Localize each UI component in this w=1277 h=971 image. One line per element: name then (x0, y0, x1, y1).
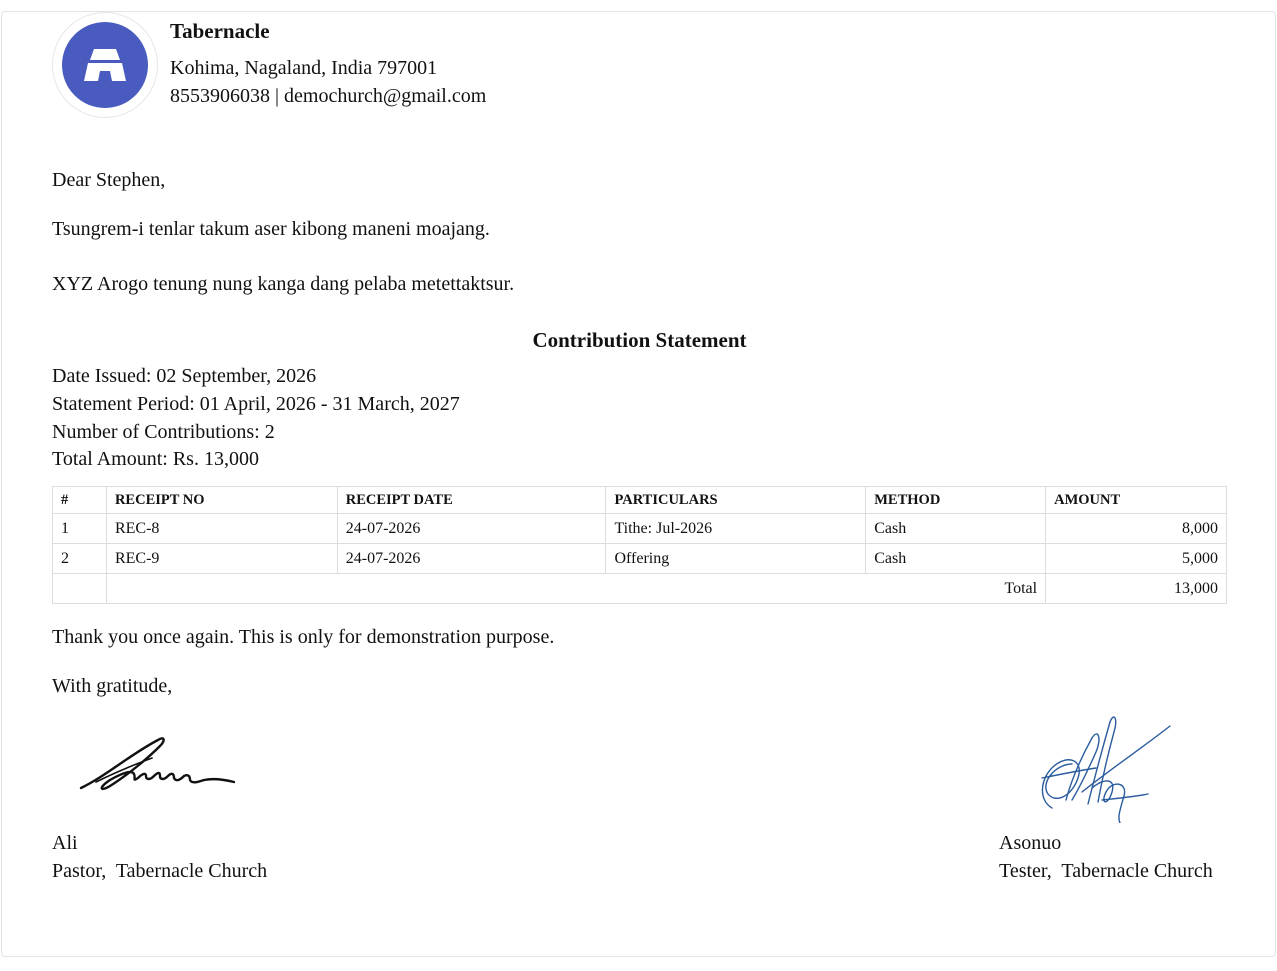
receipt-no: REC-9 (106, 544, 337, 574)
method: Cash (866, 544, 1046, 574)
table-header-row (53, 487, 1227, 514)
org-name: Tabernacle (170, 19, 270, 43)
gratitude-line: With gratitude, (52, 675, 173, 697)
receipt-date: 24-07-2026 (337, 544, 606, 574)
method: Cash (866, 514, 1046, 544)
column-header: # (53, 487, 107, 514)
handwritten-signature-icon (76, 732, 246, 802)
total-blank-cell (53, 574, 107, 604)
amount: 8,000 (1046, 514, 1227, 544)
column-header: RECEIPT NO (106, 487, 337, 514)
org-address: Kohima, Nagaland, India 797001 (170, 57, 438, 79)
church-building-icon (80, 45, 130, 85)
table-row (53, 514, 1227, 544)
column-header: AMOUNT (1046, 487, 1227, 514)
signatory-title-right: Tester, Tabernacle Church (999, 860, 1213, 882)
org-logo (52, 12, 158, 118)
contribution-count: Number of Contributions: 2 (52, 421, 275, 443)
statement-page (1, 11, 1276, 957)
signatory-title-left: Pastor, Tabernacle Church (52, 860, 268, 882)
statement-period: Statement Period: 01 April, 2026 - 31 March, 2027 (52, 393, 460, 415)
column-header: PARTICULARS (606, 487, 866, 514)
letter-paragraph-1: Tsungrem-i tenlar takum aser kibong maneni moajang. (52, 218, 490, 240)
logo-badge (62, 22, 148, 108)
table-row (53, 544, 1227, 574)
handwritten-signature-icon (1032, 708, 1182, 823)
column-header: METHOD (866, 487, 1046, 514)
receipt-no: REC-8 (106, 514, 337, 544)
particulars: Offering (606, 544, 866, 574)
receipt-date: 24-07-2026 (337, 514, 606, 544)
thanks-note: Thank you once again. This is only for demonstration purpose. (52, 626, 555, 648)
signatory-name-left: Ali (52, 832, 78, 854)
contributions-table (52, 486, 1227, 604)
row-index: 1 (53, 514, 107, 544)
letter-paragraph-2: XYZ Arogo tenung nung kanga dang pelaba metettaktsur. (52, 273, 515, 295)
amount: 5,000 (1046, 544, 1227, 574)
signatory-name-right: Asonuo (999, 832, 1062, 854)
salutation: Dear Stephen, (52, 169, 166, 191)
particulars: Tithe: Jul-2026 (606, 514, 866, 544)
signature-left (76, 732, 246, 807)
date-issued: Date Issued: 02 September, 2026 (52, 365, 317, 387)
total-label: Total (106, 574, 1045, 604)
table-total-row (53, 574, 1227, 604)
row-index: 2 (53, 544, 107, 574)
signature-right (1032, 708, 1182, 828)
total-value: 13,000 (1046, 574, 1227, 604)
total-amount: Total Amount: Rs. 13,000 (52, 448, 259, 470)
org-contact: 8553906038 | demochurch@gmail.com (170, 85, 487, 107)
statement-title: Contribution Statement (532, 328, 747, 352)
column-header: RECEIPT DATE (337, 487, 606, 514)
